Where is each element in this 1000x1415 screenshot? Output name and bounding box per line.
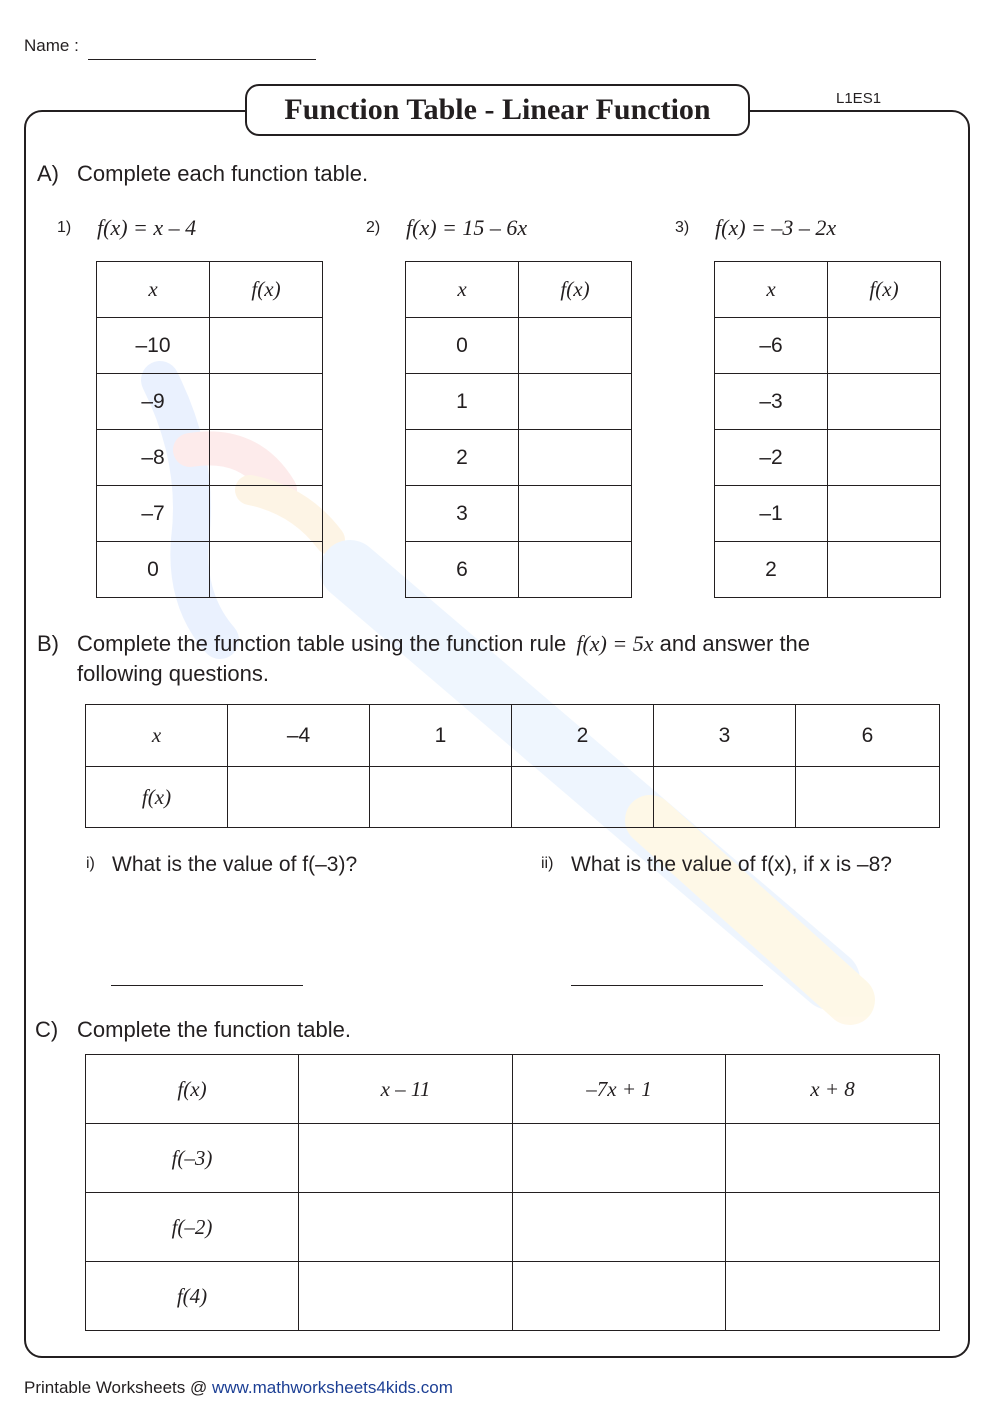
problem-3-table [714,261,941,598]
answer-cell[interactable] [519,430,632,486]
x-value: 3 [406,486,519,542]
col-header-fx: f(x) [519,262,632,318]
answer-cell[interactable] [519,374,632,430]
question-ii-number: ii) [541,855,554,872]
row-header-fx: f(x) [86,767,228,828]
section-b-letter: B) [37,631,59,656]
answer-cell[interactable] [299,1193,513,1262]
x-value: –8 [97,430,210,486]
answer-cell[interactable] [828,374,941,430]
answer-cell[interactable] [726,1262,940,1331]
answer-cell[interactable] [654,767,796,828]
col-header-fx: f(x) [210,262,323,318]
x-value: 0 [97,542,210,598]
function-header: x + 8 [726,1055,940,1124]
answer-cell[interactable] [228,767,370,828]
x-value: –1 [715,486,828,542]
answer-cell[interactable] [210,374,323,430]
question-i-text: What is the value of f(–3)? [112,853,358,876]
answer-cell[interactable] [299,1262,513,1331]
x-value: 0 [406,318,519,374]
question-ii-answer-line[interactable] [571,985,763,986]
col-header-fx: f(x) [828,262,941,318]
section-b-table [85,704,940,828]
x-value: 3 [654,705,796,767]
question-i-answer-line[interactable] [111,985,303,986]
section-c-instruction: Complete the function table. [77,1017,351,1042]
row-header-x: x [86,705,228,767]
answer-cell[interactable] [210,542,323,598]
x-value: 1 [370,705,512,767]
col-header-x: x [406,262,519,318]
row-header: f(4) [86,1262,299,1331]
answer-cell[interactable] [519,542,632,598]
x-value: 6 [796,705,940,767]
answer-cell[interactable] [210,318,323,374]
answer-cell[interactable] [828,486,941,542]
question-i-number: i) [86,855,95,872]
worksheet-title: Function Table - Linear Function [245,84,750,136]
problem-3-rule: f(x) = –3 – 2x [715,215,837,240]
section-b-rule: f(x) = 5x [576,631,654,656]
problem-1-rule: f(x) = x – 4 [97,215,197,240]
footer-link[interactable]: www.mathworksheets4kids.com [211,1378,453,1397]
answer-cell[interactable] [519,318,632,374]
answer-cell[interactable] [513,1124,726,1193]
x-value: 2 [715,542,828,598]
answer-cell[interactable] [299,1124,513,1193]
row-header: f(–3) [86,1124,299,1193]
section-a-letter: A) [37,161,59,186]
name-label: Name : [24,36,79,55]
answer-cell[interactable] [512,767,654,828]
function-header: x – 11 [299,1055,513,1124]
row-header: f(–2) [86,1193,299,1262]
answer-cell[interactable] [513,1193,726,1262]
footer [24,1378,453,1398]
answer-cell[interactable] [210,486,323,542]
x-value: –3 [715,374,828,430]
worksheet-code: L1ES1 [836,90,882,107]
function-header: –7x + 1 [513,1055,726,1124]
problem-2-table [405,261,632,598]
x-value: 2 [512,705,654,767]
x-value: –9 [97,374,210,430]
section-b-instruction-end: and answer the [659,631,811,656]
x-value: 1 [406,374,519,430]
section-c-letter: C) [35,1017,59,1042]
problem-1-table [96,261,323,598]
x-value: –6 [715,318,828,374]
section-b-instruction-start: Complete the function table using the function rule [77,631,567,656]
x-value: –10 [97,318,210,374]
x-value: –7 [97,486,210,542]
section-c-table [85,1054,940,1331]
answer-cell[interactable] [210,430,323,486]
answer-cell[interactable] [796,767,940,828]
x-value: 6 [406,542,519,598]
problem-2-number: 2) [366,219,381,236]
answer-cell[interactable] [828,430,941,486]
problem-2-rule: f(x) = 15 – 6x [406,215,528,240]
col-header-x: x [715,262,828,318]
answer-cell[interactable] [513,1262,726,1331]
section-b-instruction-line-2: following questions. [77,661,270,686]
x-value: 2 [406,430,519,486]
answer-cell[interactable] [519,486,632,542]
answer-cell[interactable] [828,542,941,598]
section-b-instruction-line-1 [77,631,810,657]
question-ii-text: What is the value of f(x), if x is –8? [571,853,892,876]
problem-1-number: 1) [57,219,72,236]
x-value: –2 [715,430,828,486]
section-a-instruction: Complete each function table. [77,161,369,186]
problem-3-number: 3) [675,219,690,236]
answer-cell[interactable] [828,318,941,374]
name-line[interactable] [88,59,316,60]
answer-cell[interactable] [370,767,512,828]
answer-cell[interactable] [726,1193,940,1262]
col-header-x: x [97,262,210,318]
answer-cell[interactable] [726,1124,940,1193]
corner-header: f(x) [86,1055,299,1124]
x-value: –4 [228,705,370,767]
footer-prefix: Printable Worksheets @ [24,1378,208,1397]
